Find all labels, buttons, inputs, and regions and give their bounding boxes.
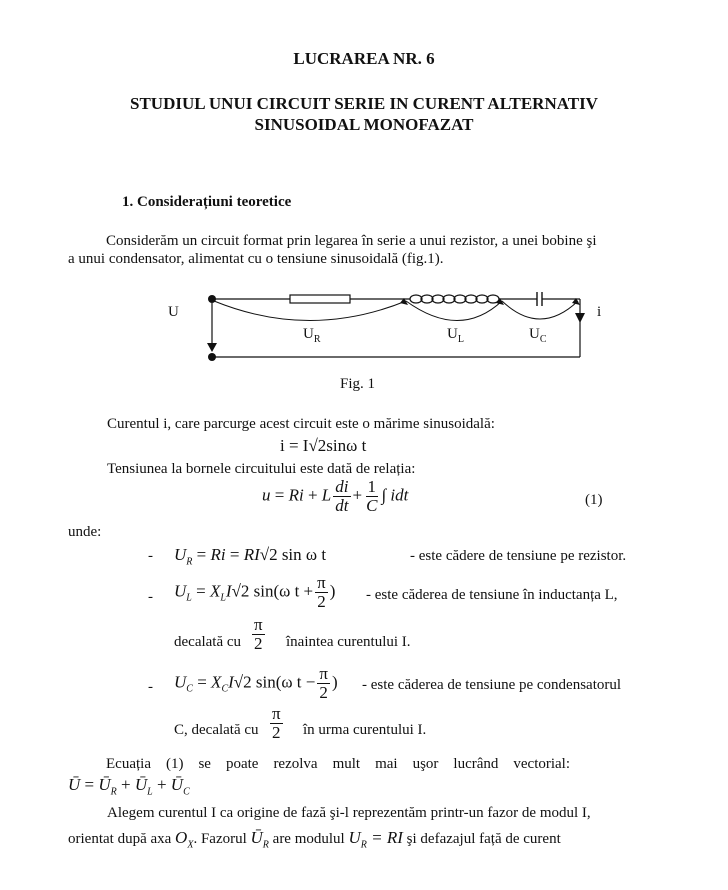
pi-over-2: $\frac{\pi}{2}$ <box>254 615 263 653</box>
unde-label: unde: <box>68 524 102 540</box>
bullet-3-text: - este căderea de tensiune pe condensatorul <box>362 677 622 693</box>
bullet-dash: - <box>148 679 153 695</box>
capacitor-symbol <box>537 292 542 306</box>
voltage-intro: Tensiunea la bornele circuitului este dată de relația: <box>107 461 416 477</box>
bullet-1-text: - este cădere de tensiune pe rezistor. <box>410 548 627 564</box>
voltage-arrow-icon <box>207 343 217 352</box>
lab-number: LUCRAREA NR. 6 <box>293 49 435 68</box>
inductor-symbol <box>410 295 499 303</box>
bullet-1-formula: $U_R = Ri = RI√2$ sin ω t <box>174 545 327 568</box>
vector-equation: Ū = $Ū_R$ + $Ū_L$ + $Ū_C$ <box>68 775 190 798</box>
ecuatia-line: Ecuația (1) se poate rezolva mult mai uşor lucrând vectorial: <box>106 756 571 772</box>
paragraph-line-1: Considerăm un circuit format prin legarea în serie a unui rezistor, a unei bobine şi <box>106 233 597 249</box>
bullet-3-cont: C, decalată cu <box>174 722 259 738</box>
bullet-3-cont2: în urma curentului I. <box>303 722 427 738</box>
arc-UL <box>406 301 502 321</box>
bullet-2-cont: decalată cu <box>174 634 242 650</box>
bullet-2-formula: $U_L = X_LI√2$ sin(ω t + $\frac{\pi}{2}$ ) <box>174 573 336 611</box>
resistor-symbol <box>290 295 350 303</box>
equation-1-number: (1) <box>585 492 603 508</box>
label-i: i <box>597 304 602 320</box>
terminal-bottom <box>208 353 216 361</box>
title-line-1: STUDIUL UNUI CIRCUIT SERIE IN CURENT ALTERNATIV <box>130 94 598 113</box>
current-intro: Curentul i, care parcurge acest circuit este o mărime sinusoidală: <box>107 416 495 432</box>
alegem-line-1: Alegem curentul I ca origine de fază şi-l reprezentăm printr-un fazor de modul I, <box>107 805 591 821</box>
arc-UC <box>502 301 578 319</box>
alegem-line-2: orientat după axa $O_X$. Fazorul $Ū_R$ are modulul $U_R$ = RI şi defazajul față de curent <box>68 828 561 851</box>
title-line-2: SINUSOIDAL MONOFAZAT <box>254 115 474 134</box>
bullet-dash: - <box>148 589 153 605</box>
paragraph-line-2: a unui condensator, alimentat cu o tensiune sinusoidală (fig.1). <box>68 251 444 267</box>
pi-over-2: $\frac{\pi}{2}$ <box>272 704 281 742</box>
label-UL: $U_L$ <box>447 326 464 345</box>
label-UC: $U_C$ <box>529 326 547 345</box>
label-UR: $U_R$ <box>303 326 321 345</box>
label-U: U <box>168 304 179 320</box>
bullet-3-formula: $U_C = X_CI√2$ sin(ω t − $\frac{\pi}{2}$ ) <box>174 664 338 702</box>
bullet-2-text: - este căderea de tensiune în inductanța L, <box>366 587 618 603</box>
bullet-2-cont2: înaintea curentului I. <box>286 634 411 650</box>
current-equation: i = I√2sinω t <box>280 436 367 455</box>
current-arrow-icon <box>575 313 585 323</box>
figure-caption: Fig. 1 <box>340 376 376 392</box>
arc-UR <box>214 301 406 321</box>
equation-1: u = Ri + L $\frac{di}{dt}$ + $\frac{1}{C}$ ∫ idt <box>262 477 409 515</box>
bullet-dash: - <box>148 548 153 564</box>
section-title: 1. Considerațiuni teoretice <box>122 194 292 210</box>
